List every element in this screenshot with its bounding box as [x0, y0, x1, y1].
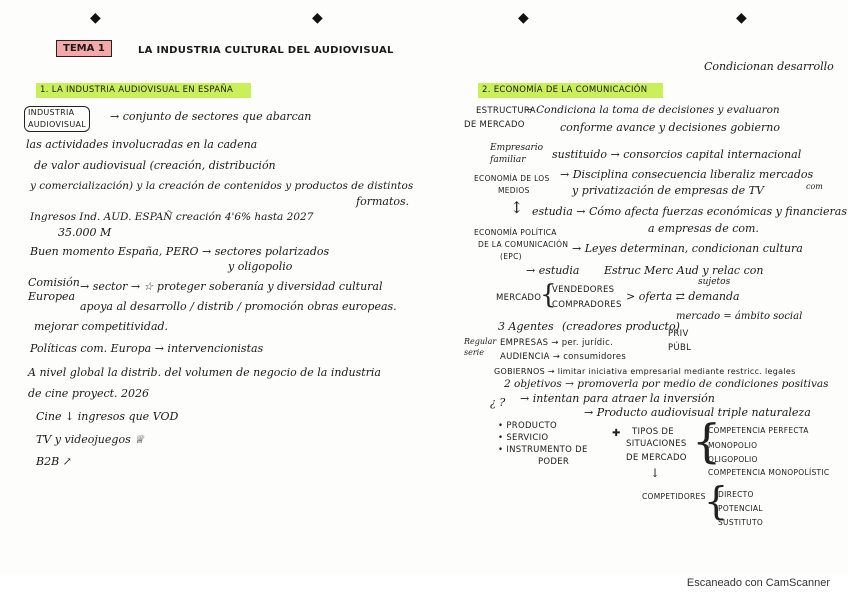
question-mark: ¿ ?	[490, 396, 506, 409]
left-section-heading: 1. LA INDUSTRIA AUDIOVISUAL EN ESPAÑA	[36, 83, 251, 98]
tipos-label-1: TIPOS DE	[632, 427, 674, 437]
box-line-1: INDUSTRIA	[28, 108, 75, 117]
empresario-line: sustituido → consorcios capital internacional	[552, 148, 802, 161]
agentes-label: 3 Agentes	[498, 320, 554, 333]
page-title: LA INDUSTRIA CULTURAL DEL AUDIOVISUAL	[138, 45, 394, 56]
epc-label-1: ECONOMÍA POLÍTICA	[474, 228, 557, 237]
brace-icon: {	[704, 479, 729, 523]
empresario-label-2: familiar	[490, 155, 526, 165]
plus-icon: ✚	[612, 428, 621, 439]
politicas-line: Políticas com. Europa → intervencionistas	[30, 342, 264, 355]
objetivos-line: 2 objetivos → promoverla por medio de condiciones positivas	[504, 378, 829, 390]
comision-line-2: apoya al desarrollo / distrib / promoción obras europeas.	[80, 300, 397, 313]
competidor-directo: DIRECTO	[718, 490, 754, 499]
binder-hole-icon: ◆	[90, 10, 101, 26]
comision-label-1: Comisión	[28, 276, 80, 289]
intentan-line: → intentan para atraer la inversión	[520, 392, 715, 405]
oferta-demanda: > oferta ⇄ demanda	[626, 290, 740, 303]
naturaleza-producto: • PRODUCTO	[498, 421, 558, 431]
epc-label-2: DE LA COMUNICACIÓN	[478, 240, 569, 249]
nat-2: SERVICIO	[506, 433, 549, 443]
publ-label: PÚBL	[668, 343, 692, 353]
nat-3: INSTRUMENTO DE	[506, 445, 588, 455]
binder-hole-icon: ◆	[736, 10, 747, 26]
brace-icon: {	[540, 280, 557, 310]
competidores-label: COMPETIDORES	[642, 492, 706, 501]
audiencia-line: AUDIENCIA → consumidores	[500, 352, 627, 362]
competidor-sustituto: SUSTITUTO	[718, 518, 764, 527]
tv-line: TV y videojuegos ♕	[36, 433, 145, 446]
estudia-line-1: estudia → Cómo afecta fuerzas económicas y financieras	[532, 205, 848, 218]
definition-line-1: → conjunto de sectores que abarcan	[110, 110, 312, 123]
comision-label-2: Europea	[28, 290, 76, 303]
tipos-label-2: SITUACIONES	[626, 439, 687, 449]
competidor-potencial: POTENCIAL	[718, 504, 763, 513]
naturaleza-instrumento: • INSTRUMENTO DE	[498, 445, 588, 455]
epc-line-3: Estruc Merc Aud y relac con	[604, 264, 764, 277]
vendedores: VENDEDORES	[552, 285, 615, 295]
global-line-1: A nivel global la distrib. del volumen de negocio de la industria	[28, 366, 381, 379]
situacion-4: COMPETENCIA MONOPOLÍSTIC	[708, 468, 830, 477]
estructura-label-2: DE MERCADO	[464, 120, 525, 130]
empresas-line: EMPRESAS → per. jurídic.	[500, 338, 614, 348]
situacion-1: COMPETENCIA PERFECTA	[708, 426, 809, 435]
industria-box	[24, 106, 90, 132]
scanner-footer	[0, 575, 848, 599]
epc-line-2: → estudia	[526, 264, 580, 277]
buen-momento-line-2: y oligopolio	[228, 260, 293, 273]
global-line-2: de cine proyect. 2026	[28, 387, 150, 400]
bidirectional-arrow-icon: ↕	[510, 198, 524, 217]
ingresos-line-2: 35.000 M	[58, 226, 112, 239]
epc-line-1: → Leyes determinan, condicionan cultura	[572, 242, 803, 255]
definition-line-2: las actividades involucradas en la cadena	[26, 138, 258, 151]
definition-line-3: de valor audiovisual (creación, distribución	[34, 159, 276, 172]
definition-line-4b: formatos.	[356, 195, 410, 208]
comision-line-1: → sector → ☆ proteger soberanía y diversidad cultural	[80, 280, 383, 293]
comision-line-3: mejorar competitividad.	[34, 320, 169, 333]
right-section-heading: 2. ECONOMÍA DE LA COMUNICACIÓN	[478, 83, 663, 98]
cine-line: Cine ↓ ingresos que VOD	[36, 410, 179, 423]
estructura-line-1: → Condiciona la toma de decisiones y evaluaron	[524, 104, 780, 116]
economia-line-1: → Disciplina consecuencia liberaliz mercados	[560, 168, 814, 181]
binder-hole-icon: ◆	[518, 10, 529, 26]
buen-momento-line-1: Buen momento España, PERO → sectores polarizados	[30, 245, 330, 258]
title-tag: TEMA 1	[56, 40, 112, 57]
producto-audiovisual-line: → Producto audiovisual triple naturaleza	[584, 406, 811, 419]
box-line-2: AUDIOVISUAL	[28, 120, 86, 129]
regular-label: Regular	[464, 337, 497, 346]
scanner-watermark: Escaneado con CamScanner	[686, 577, 830, 589]
top-right-note: Condicionan desarrollo	[704, 60, 834, 73]
naturaleza-servicio: • SERVICIO	[498, 433, 549, 443]
estructura-label-1: ESTRUCTURA	[476, 106, 536, 116]
economia-line-2: y privatización de empresas de TV	[572, 184, 764, 197]
ingresos-line-1: Ingresos Ind. AUD. ESPAÑ creación 4'6% hasta 2027	[30, 211, 314, 223]
naturaleza-poder: PODER	[538, 457, 570, 467]
estructura-line-2: conforme avance y decisiones gobierno	[560, 121, 780, 134]
nat-1: PRODUCTO	[506, 421, 558, 431]
serie-label: serie	[464, 348, 484, 357]
epc-line-3b: sujetos	[698, 277, 731, 287]
economia-label-1: ECONOMÍA DE LOS	[474, 174, 550, 183]
b2b-line: B2B ↗	[36, 455, 72, 468]
gobiernos-line: GOBIERNOS → limitar iniciativa empresarial mediante restricc. legales	[494, 367, 796, 376]
situacion-3: OLIGOPOLIO	[708, 455, 758, 464]
tipos-label-3: DE MERCADO	[626, 453, 687, 463]
empresario-label-1: Empresario	[490, 143, 544, 153]
compradores: COMPRADORES	[552, 300, 622, 310]
economia-small: com	[806, 182, 823, 191]
mercado-label: MERCADO	[496, 293, 542, 303]
economia-label-2: MEDIOS	[498, 186, 530, 195]
binder-hole-icon: ◆	[312, 10, 323, 26]
situacion-2: MONOPOLIO	[708, 441, 758, 450]
brace-icon: {	[692, 414, 722, 468]
epc-label-3: (EPC)	[500, 252, 522, 261]
mercado-equation: mercado = ámbito social	[676, 311, 803, 322]
estudia-line-2: a empresas de com.	[648, 222, 759, 235]
agentes-note: (creadores producto)	[562, 320, 680, 333]
down-arrow-icon: ↓	[650, 466, 661, 480]
definition-line-4: y comercialización) y la creación de contenidos y productos de distintos	[30, 180, 414, 192]
priv-label: PRIV	[668, 329, 689, 339]
